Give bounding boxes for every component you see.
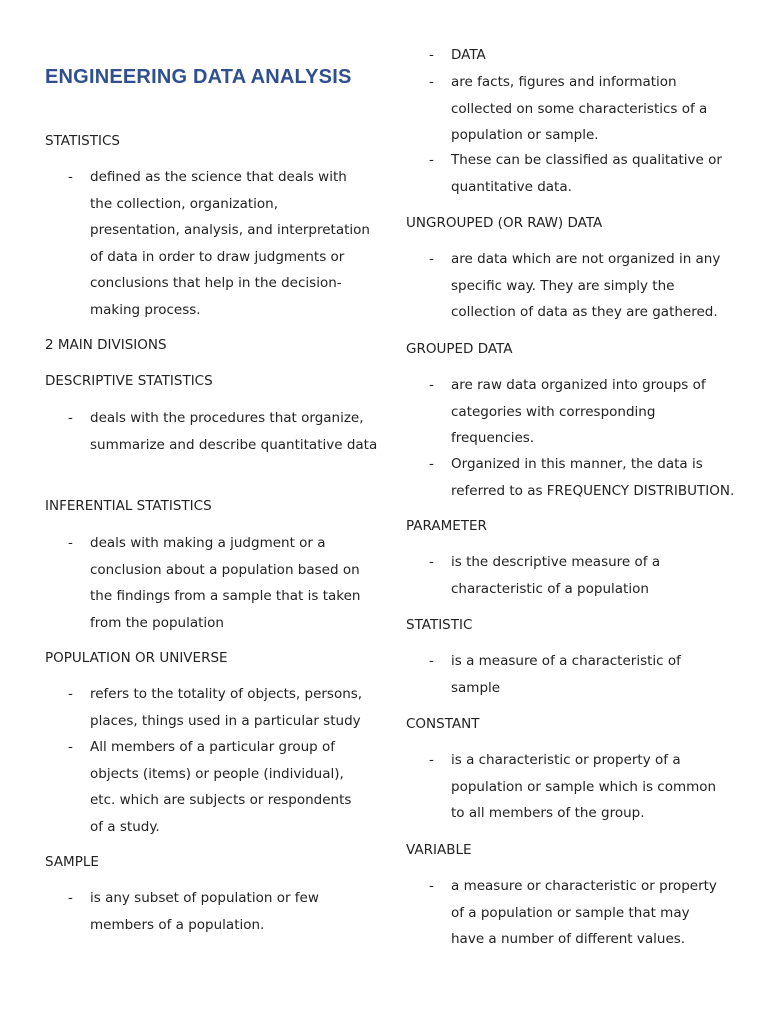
- item-text: These can be classified as qualitative or quantitative data.: [451, 152, 722, 195]
- item-text: refers to the totality of objects, persons, places, things used in a particular study: [90, 686, 363, 729]
- constant-definition: [429, 747, 726, 827]
- ungrouped-definition: [429, 246, 736, 326]
- page-title: ENGINEERING DATA ANALYSIS: [45, 66, 352, 88]
- population-definition-1: [68, 681, 375, 734]
- bullet-dash: -: [68, 169, 73, 185]
- sample-heading: SAMPLE: [45, 854, 99, 870]
- bullet-dash: -: [68, 686, 73, 702]
- item-text: DATA: [451, 47, 486, 63]
- constant-heading: CONSTANT: [406, 716, 480, 732]
- grouped-heading: GROUPED DATA: [406, 341, 513, 357]
- bullet-dash: -: [429, 653, 434, 669]
- item-text: All members of a particular group of objects (items) or people (individual), etc. which are subjects or respondents of a study.: [90, 739, 352, 835]
- item-text: are facts, figures and information collected on some characteristics of a population or sample.: [451, 74, 708, 143]
- variable-heading: VARIABLE: [406, 842, 472, 858]
- divisions-heading: 2 MAIN DIVISIONS: [45, 337, 167, 353]
- item-text: Organized in this manner, the data is referred to as FREQUENCY DISTRIBUTION.: [451, 456, 735, 499]
- bullet-dash: -: [429, 878, 434, 894]
- statistic-definition: [429, 648, 696, 701]
- bullet-dash: -: [68, 890, 73, 906]
- bullet-dash: -: [429, 152, 434, 168]
- item-text: is any subset of population or few members of a population.: [90, 890, 319, 933]
- variable-definition: [429, 873, 726, 953]
- population-heading: POPULATION OR UNIVERSE: [45, 650, 228, 666]
- data-heading-item: [429, 42, 741, 69]
- data-definition-1: [429, 69, 721, 149]
- item-text: deals with the procedures that organize, summarize and describe quantitative data: [90, 410, 378, 453]
- item-text: a measure or characteristic or property of a population or sample that may have a number of different values.: [451, 878, 717, 947]
- inferential-definition: [68, 530, 365, 636]
- bullet-dash: -: [68, 739, 73, 755]
- parameter-heading: PARAMETER: [406, 518, 487, 534]
- bullet-dash: -: [68, 535, 73, 551]
- descriptive-heading: DESCRIPTIVE STATISTICS: [45, 373, 213, 389]
- descriptive-definition: [68, 405, 380, 458]
- bullet-dash: -: [429, 74, 434, 90]
- bullet-dash: -: [429, 554, 434, 570]
- statistic-heading: STATISTIC: [406, 617, 473, 633]
- grouped-definition-2: [429, 451, 736, 504]
- parameter-definition: [429, 549, 676, 602]
- bullet-dash: -: [429, 47, 434, 63]
- item-text: are raw data organized into groups of categories with corresponding frequencies.: [451, 377, 706, 446]
- grouped-definition-1: [429, 372, 721, 452]
- item-text: defined as the science that deals with the collection, organization, presentation, analysis, and interpretation of data in order to draw judgments or conclusions that help in the decision-making process.: [90, 169, 370, 318]
- bullet-dash: -: [429, 251, 434, 267]
- data-definition-2: [429, 147, 731, 200]
- bullet-dash: -: [68, 410, 73, 426]
- item-text: deals with making a judgment or a conclusion about a population based on the findings from a sample that is taken from the population: [90, 535, 361, 631]
- item-text: is a characteristic or property of a population or sample which is common to all members of the group.: [451, 752, 717, 821]
- sample-definition: [68, 885, 340, 938]
- bullet-dash: -: [429, 752, 434, 768]
- bullet-dash: -: [429, 377, 434, 393]
- statistics-definition: [68, 164, 372, 323]
- population-definition-2: [68, 734, 360, 840]
- item-text: is the descriptive measure of a characteristic of a population: [451, 554, 661, 597]
- ungrouped-heading: UNGROUPED (OR RAW) DATA: [406, 215, 603, 231]
- item-text: are data which are not organized in any specific way. They are simply the collection of data as they are gathered.: [451, 251, 721, 320]
- bullet-dash: -: [429, 456, 434, 472]
- statistics-heading: STATISTICS: [45, 133, 120, 149]
- item-text: is a measure of a characteristic of sample: [451, 653, 681, 696]
- inferential-heading: INFERENTIAL STATISTICS: [45, 498, 212, 514]
